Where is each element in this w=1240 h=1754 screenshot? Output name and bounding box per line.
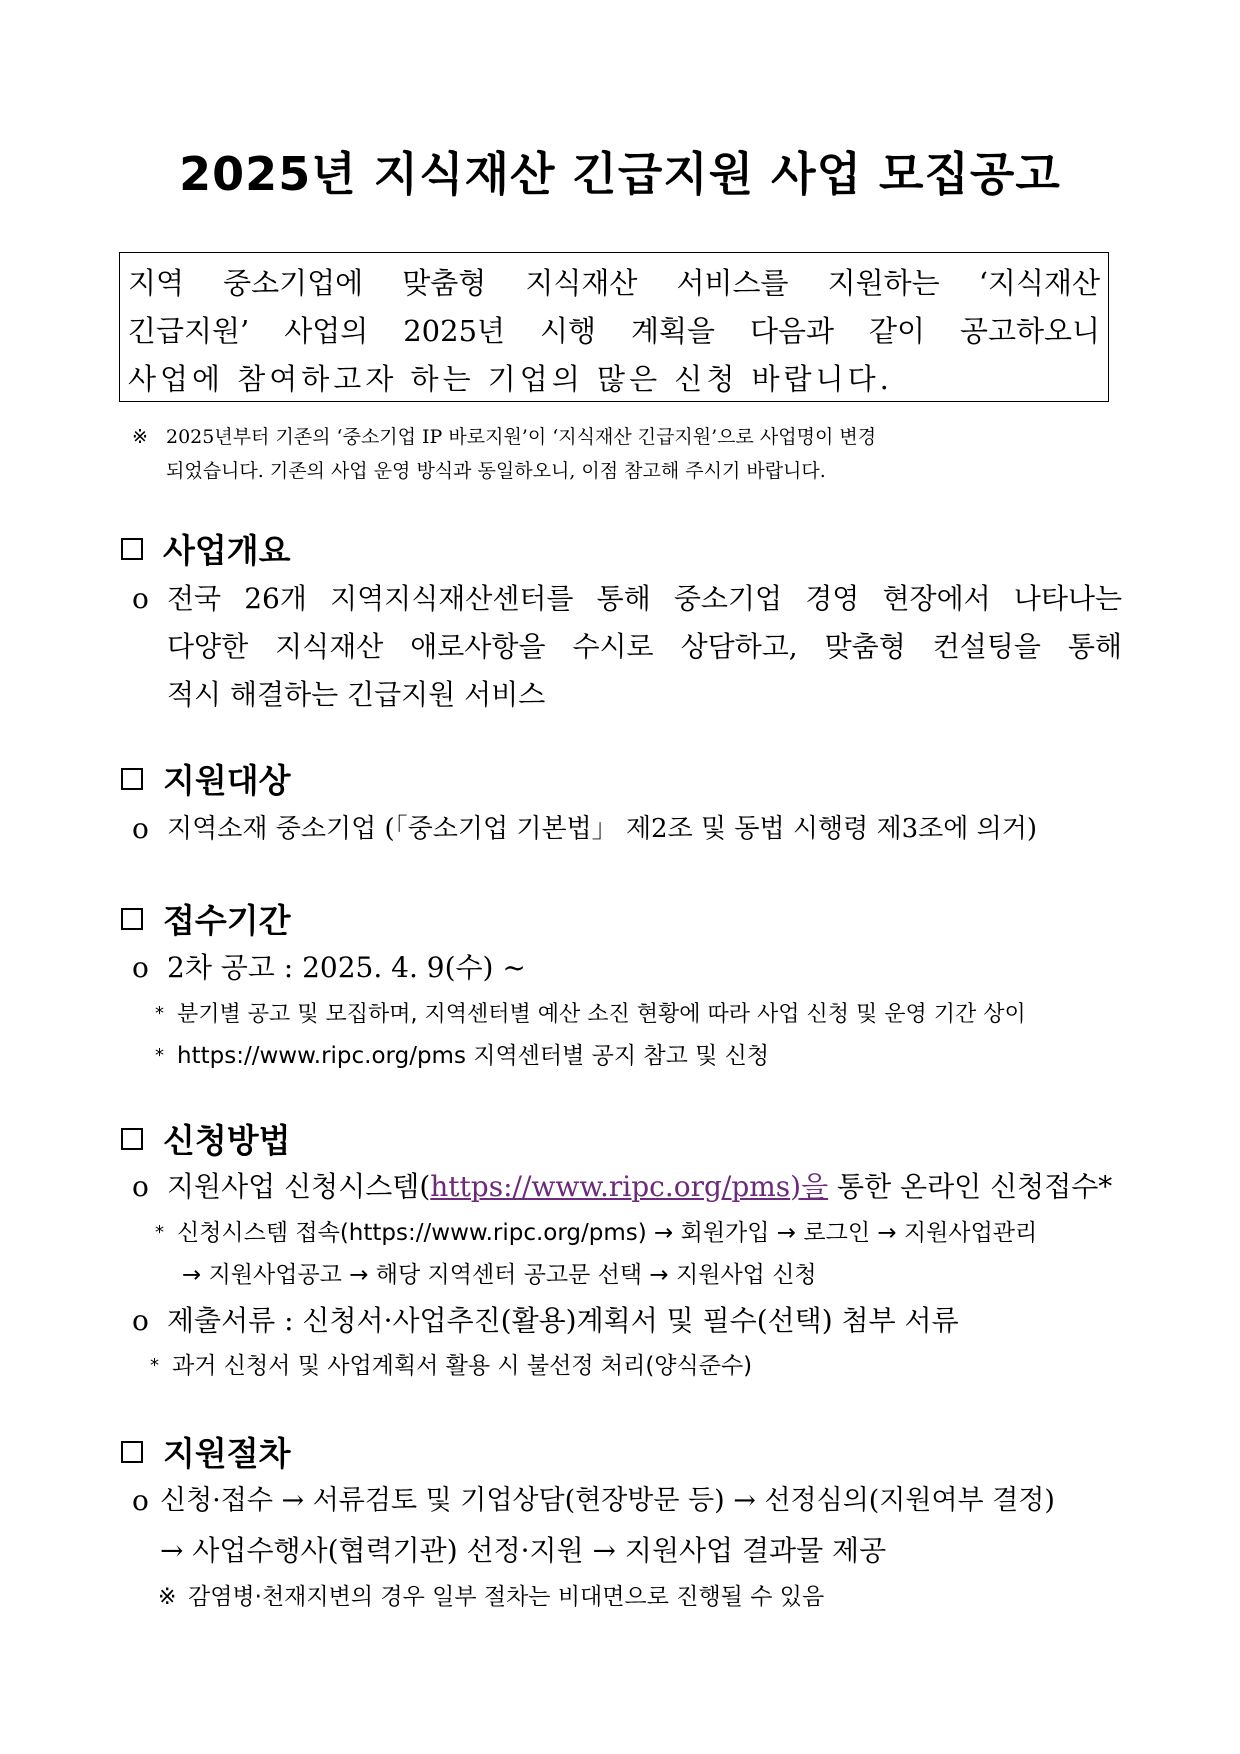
section-heading-period (121, 895, 291, 942)
overview-line-2: 다양한 지식재산 애로사항을 수시로 상담하고, 맞춤형 컨설팅을 통해 (167, 630, 1122, 663)
procedure-line-1: 신청·접수 → 서류검토 및 기업상담(현장방문 등) → 선정심의(지원여부 결정) (160, 1485, 1055, 1516)
procedure-line-2-wrap (160, 1527, 1120, 1575)
intro-line-3: 사업에 참여하고자 하는 기업의 많은 신청 바랍니다. (128, 362, 893, 396)
rename-notice (132, 420, 1122, 488)
notice-line-2: 되었습니다. 기존의 사업 운영 방식과 동일하오니, 이점 참고해 주시기 바랍니다. (166, 460, 826, 482)
section-title: 사업개요 (163, 531, 291, 570)
reference-mark-icon: ※ (158, 1585, 177, 1610)
checkbox-square-icon (121, 538, 143, 560)
procedure-note-text: 감염병·천재지변의 경우 일부 절차는 비대면으로 진행될 수 있음 (188, 1584, 825, 1610)
method-note-1-cont: → 지원사업공고 → 해당 지역센터 공고문 선택 → 지원사업 신청 (182, 1262, 817, 1288)
overview-line-1: 전국 26개 지역지식재산센터를 통해 중소기업 경영 현장에서 나타나는 (167, 582, 1122, 615)
docs-note (150, 1346, 1120, 1386)
docs-note-text: 과거 신청서 및 사업계획서 활용 시 불선정 처리(양식준수) (172, 1353, 753, 1379)
asterisk-icon: * (155, 1045, 164, 1066)
target-text: 지역소재 중소기업 (「중소기업 기본법」 제2조 및 동법 시행령 제3조에 의거) (167, 814, 1038, 844)
procedure-bullet (132, 1477, 1122, 1525)
section-title: 신청방법 (163, 1121, 291, 1160)
section-heading-method (121, 1115, 291, 1162)
method-note-1 (155, 1213, 1125, 1253)
section-heading-overview (121, 525, 291, 572)
bullet-marker: o (132, 1484, 149, 1517)
section-title: 접수기간 (163, 901, 291, 940)
intro-line-1: 지역 중소기업에 맞춤형 지식재산 서비스를 지원하는 ‘지식재산 (128, 266, 1100, 300)
notice-line-1: 2025년부터 기존의 ‘중소기업 IP 바로지원’이 ‘지식재산 긴급지원’으로 사업명이 변경 (166, 426, 877, 448)
pms-link-tail: )을 (790, 1170, 829, 1203)
checkbox-square-icon (121, 768, 143, 790)
bullet-marker: o (132, 1170, 149, 1203)
intro-line-2: 긴급지원’ 사업의 2025년 시행 계획을 다음과 같이 공고하오니 (128, 314, 1100, 348)
period-note-1-text: 분기별 공고 및 모집하며, 지역센터별 예산 소진 현황에 따라 사업 신청 및 운영 기간 상이 (177, 1002, 1026, 1027)
procedure-note (158, 1577, 1128, 1618)
section-heading-procedure (121, 1428, 291, 1475)
method-note-1-text: 신청시스템 접속(https://www.ripc.org/pms) → 회원가입 → 로그인 → 지원사업관리 (177, 1220, 1038, 1246)
checkbox-square-icon (121, 1441, 143, 1463)
asterisk-icon: * (155, 1003, 164, 1024)
reference-mark-icon: ※ (132, 426, 148, 448)
checkbox-square-icon (121, 1128, 143, 1150)
checkbox-square-icon (121, 908, 143, 930)
docs-bullet (132, 1297, 1122, 1345)
pms-link[interactable]: https://www.ripc.org/pms (430, 1170, 791, 1203)
bullet-marker: o (132, 582, 149, 615)
period-note-2 (155, 1036, 1125, 1076)
bullet-marker: o (132, 951, 149, 984)
method-text-before: 지원사업 신청시스템( (167, 1170, 431, 1203)
period-note-1 (155, 994, 1125, 1035)
intro-box (119, 252, 1109, 402)
section-title: 지원절차 (163, 1434, 291, 1473)
section-heading-target (121, 755, 291, 802)
method-text-after: 통한 온라인 신청접수* (828, 1170, 1113, 1203)
overview-bullet (132, 575, 1122, 719)
asterisk-icon: * (150, 1355, 159, 1376)
period-note-2-text: https://www.ripc.org/pms 지역센터별 공지 참고 및 신청 (177, 1043, 770, 1069)
overview-line-3: 적시 해결하는 긴급지원 서비스 (167, 678, 546, 711)
section-title: 지원대상 (163, 761, 291, 800)
procedure-line-2: → 사업수행사(협력기관) 선정·지원 → 지원사업 결과물 제공 (160, 1534, 887, 1567)
docs-text: 제출서류 : 신청서·사업추진(활용)계획서 및 필수(선택) 첨부 서류 (167, 1304, 959, 1337)
method-bullet (132, 1163, 1122, 1211)
page-title: 2025년 지식재산 긴급지원 사업 모집공고 (179, 147, 1061, 201)
bullet-marker: o (132, 812, 149, 845)
period-bullet (132, 944, 1122, 992)
bullet-marker: o (132, 1304, 149, 1337)
target-bullet (132, 805, 1122, 853)
asterisk-icon: * (155, 1222, 164, 1243)
period-text: 2차 공고 : 2025. 4. 9(수) ~ (167, 951, 526, 984)
